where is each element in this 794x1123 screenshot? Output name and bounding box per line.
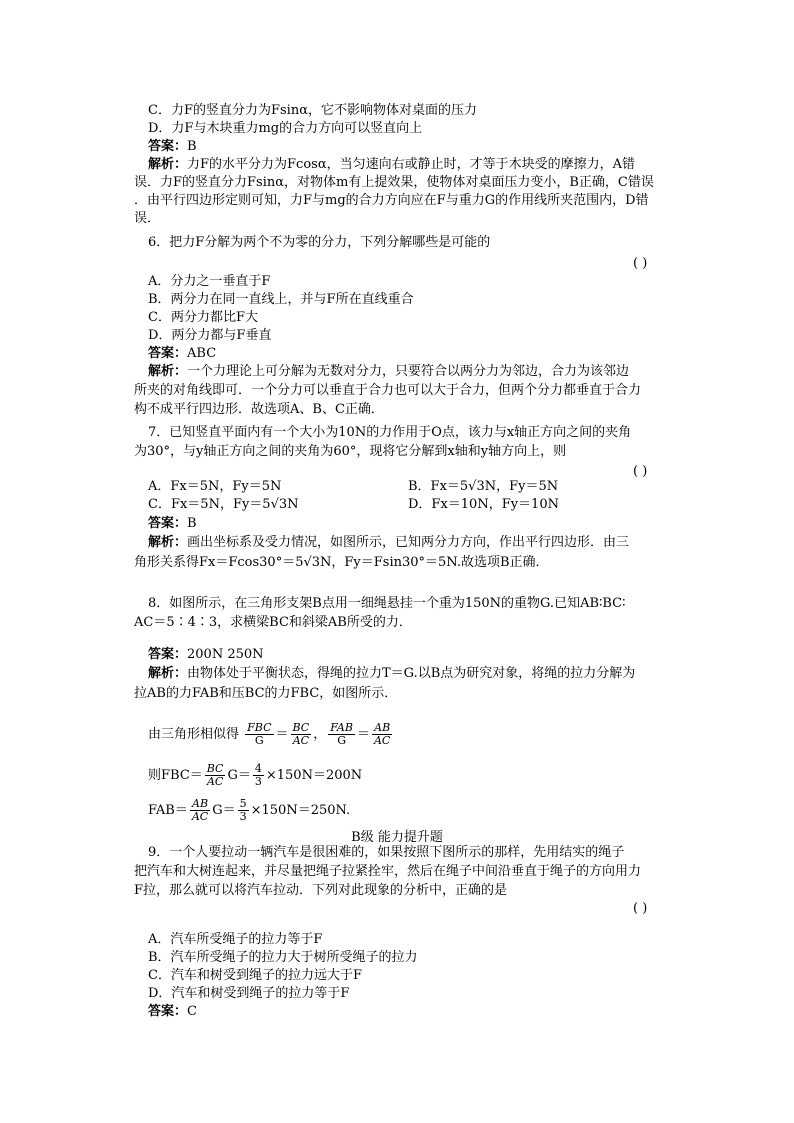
explanation-text: 画出坐标系及受力情况，如图所示，已知两分力方向，作出平行四边形．由三	[187, 535, 630, 550]
fraction-numerator: 4	[254, 762, 262, 775]
q5-answer	[148, 139, 197, 155]
explanation-text: 力F的水平分力为Fcosα，当匀速向右或静止时，才等于木块受的摩擦力，A错	[187, 157, 636, 172]
fraction-4-over-3	[253, 763, 264, 788]
fraction-denominator: AC	[206, 775, 224, 788]
answer-label: 答案：	[148, 139, 188, 154]
fraction-numerator: AB	[190, 798, 210, 811]
explanation-label: 解析：	[148, 666, 188, 681]
fraction-denominator: AC	[292, 734, 310, 747]
formula-prefix: FAB＝	[148, 803, 188, 818]
q5-option-d: D．力F与木块重力mg的合力方向可以竖直向上	[148, 121, 423, 136]
q6-option-a: A．分力之一垂直于F	[148, 274, 271, 289]
fraction-numerator: FAB	[330, 721, 353, 734]
q9-stem-line-3: F拉，那么就可以将汽车拉动．下列对此现象的分析中，正确的是	[134, 883, 508, 898]
formula-prefix: 则FBC＝	[148, 768, 203, 783]
q8-fab-formula	[148, 798, 350, 823]
explanation-label: 解析：	[148, 535, 188, 550]
q9-answer-paren: ( )	[633, 901, 648, 916]
fraction-denominator: 3	[239, 810, 247, 823]
formula-separator: ，	[313, 727, 327, 742]
answer-value: 200N 250N	[187, 647, 264, 662]
fraction-ab-over-ac	[372, 722, 392, 747]
explanation-label: 解析：	[148, 364, 188, 379]
answer-label: 答案：	[148, 346, 188, 361]
q6-explanation-line-2: 所夹的对角线即可．一个分力可以垂直于合力也可以大于合力，但两个分力都垂直于合力	[134, 383, 642, 398]
q9-option-b: B．汽车所受绳子的拉力大于树所受绳子的拉力	[148, 950, 418, 965]
q8-fbc-formula	[148, 763, 362, 788]
q8-answer	[148, 647, 264, 663]
q6-answer-paren: ( )	[633, 256, 648, 271]
fraction-fab-over-g	[328, 722, 355, 747]
formula-middle: G＝	[227, 768, 251, 783]
formula-result: ×150N＝200N	[265, 768, 363, 783]
fraction-denominator: AC	[191, 810, 209, 823]
formula-middle: G＝	[212, 803, 236, 818]
fraction-denominator: 3	[254, 775, 262, 788]
fraction-denominator: G	[254, 734, 264, 747]
explanation-text: 由物体处于平衡状态，得绳的拉力T＝G.以B点为研究对象，将绳的拉力分解为	[187, 666, 636, 681]
q9-option-d: D．汽车和树受到绳子的拉力等于F	[148, 986, 350, 1001]
fraction-ab-over-ac	[190, 798, 210, 823]
q6-answer	[148, 346, 216, 362]
answer-value: B	[187, 516, 197, 531]
q6-explanation-line-1	[148, 364, 629, 380]
q6-stem: 6．把力F分解为两个不为零的分力，下列分解哪些是可能的	[148, 235, 491, 250]
section-heading: B级 能力提升题	[351, 830, 443, 845]
q7-option-a: A．Fx＝5N，Fy＝5N	[148, 479, 282, 494]
q6-option-c: C．两分力都比F大	[148, 310, 258, 325]
q9-stem-line-1: 9．一个人要拉动一辆汽车是很困难的，如果按照下图所示的那样，先用结实的绳子	[148, 845, 625, 860]
q8-stem-line-1: 8．如图所示，在三角形支架B点用一细绳悬挂一个重为150N的重物G.已知AB∶BC∶	[148, 596, 626, 611]
answer-value: B	[187, 139, 197, 154]
fraction-denominator: AC	[373, 734, 391, 747]
q9-option-c: C．汽车和树受到绳子的拉力远大于F	[148, 968, 362, 983]
answer-value: C	[187, 1004, 197, 1019]
q7-answer-paren: ( )	[633, 464, 648, 479]
q7-explanation-line-1	[148, 535, 629, 551]
formula-result: ×150N＝250N.	[250, 803, 351, 818]
answer-value: ABC	[187, 346, 217, 361]
q7-option-b: B．Fx＝5√3N，Fy＝5N	[408, 479, 559, 494]
fraction-denominator: G	[337, 734, 346, 747]
fraction-numerator: 5	[239, 797, 247, 810]
fraction-fbc-over-g	[245, 722, 273, 747]
q5-explanation-line-2: 误．力F的竖直分力Fsinα，对物体m有上提效果，使物体对桌面压力变小，B正确，C错误	[134, 175, 654, 190]
q8-stem-line-2: AC＝5∶4∶3，求横梁BC和斜梁AB所受的力．	[134, 615, 412, 630]
fraction-numerator: BC	[292, 721, 310, 734]
q5-explanation-line-3: ．由平行四边形定则可知，力F与mg的合力方向应在F与重力G的作用线所夹范围内，D错	[134, 193, 649, 208]
fraction-5-over-3	[238, 798, 249, 823]
answer-label: 答案：	[148, 1004, 188, 1019]
q8-explanation-line-2: 拉AB的力FAB和压BC的力FBC，如图所示．	[134, 686, 398, 701]
fraction-numerator: FBC	[247, 721, 272, 734]
q5-option-c: C．力F的竖直分力为Fsinα，它不影响物体对桌面的压力	[148, 103, 477, 118]
q7-stem-line-1: 7．已知竖直平面内有一个大小为10N的力作用于O点，该力与x轴正方向之间的夹角	[148, 425, 632, 440]
fraction-numerator: AB	[372, 722, 392, 735]
q6-option-d: D．两分力都与F垂直	[148, 328, 272, 343]
q7-answer	[148, 516, 197, 532]
fraction-bc-over-ac	[205, 763, 226, 788]
q5-explanation-line-4: 误．	[134, 211, 161, 226]
q9-stem-line-2: 把汽车和大树连起来，并尽量把绳子拉紧拴牢，然后在绳子中间沿垂直于绳子的方向用力	[134, 864, 642, 879]
q9-answer	[148, 1004, 197, 1020]
fraction-numerator: BC	[206, 762, 224, 775]
q7-option-d: D．Fx＝10N，Fy＝10N	[408, 497, 559, 512]
q6-explanation-line-3: 构不成平行四边形．故选项A、B、C正确．	[134, 402, 384, 417]
q7-explanation-line-2: 角形关系得Fx＝Fcos30°＝5√3N，Fy＝Fsin30°＝5N.故选项B正确．	[134, 555, 549, 570]
q5-explanation-line-1	[148, 157, 635, 173]
q7-stem-line-2: 为30°，与y轴正方向之间的夹角为60°，现将它分解到x轴和y轴方向上，则	[134, 444, 567, 459]
q9-option-a: A．汽车所受绳子的拉力等于F	[148, 932, 323, 947]
answer-label: 答案：	[148, 516, 188, 531]
answer-label: 答案：	[148, 647, 188, 662]
fraction-bc-over-ac	[291, 722, 312, 747]
formula-prefix: 由三角形相似得	[148, 727, 240, 742]
explanation-label: 解析：	[148, 157, 188, 172]
q7-option-c: C．Fx＝5N，Fy＝5√3N	[148, 497, 299, 512]
q6-option-b: B．两分力在同一直线上，并与F所在直线重合	[148, 292, 414, 307]
q8-similarity-formula: 由三角形相似得 $\frac{\text{FBC}}{G}$ ＝ $\frac{BC}{AC}$ ， $\frac{\text{FAB}}{G}$ ＝ $\frac{AB}{AC}$	[148, 721, 391, 747]
explanation-text: 一个力理论上可分解为无数对分力，只要符合以两分力为邻边，合力为该邻边	[187, 364, 630, 379]
q8-explanation-line-1	[148, 666, 635, 682]
